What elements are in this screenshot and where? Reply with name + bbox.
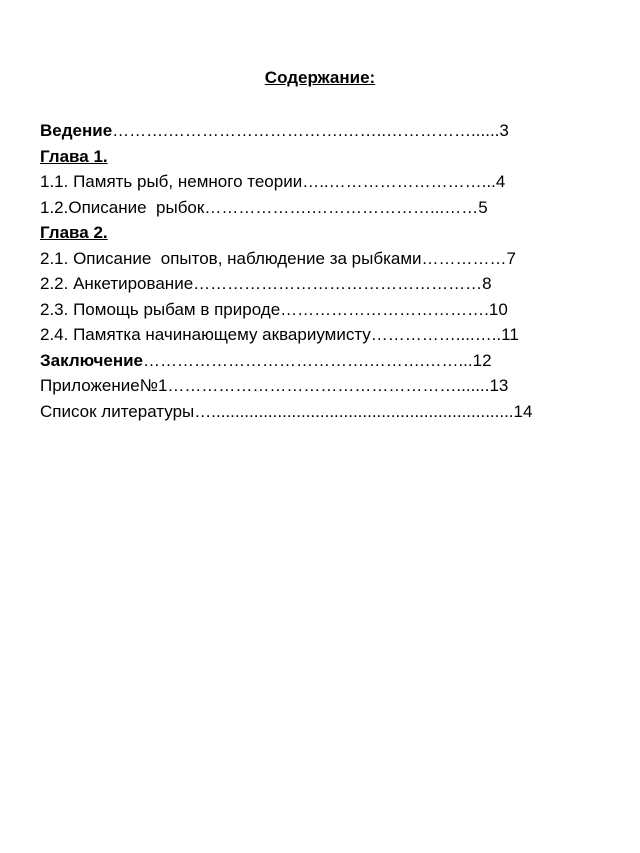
toc-entry-2-2 bbox=[40, 271, 620, 297]
toc-entry-page: 4 bbox=[495, 172, 506, 191]
table-of-contents bbox=[40, 118, 620, 424]
toc-entry-dots: ……………………………………………....... bbox=[167, 376, 490, 395]
toc-entry-dots: ……….………………………….……..……………...... bbox=[112, 121, 500, 140]
toc-entry-page: 8 bbox=[482, 274, 492, 293]
chapter-heading: Глава 1. bbox=[40, 146, 108, 166]
toc-chapter-2 bbox=[40, 220, 620, 246]
toc-entry-label: 1.1. Память рыб, немного теории bbox=[40, 172, 303, 191]
toc-entry-label: 2.2. Анкетирование bbox=[40, 274, 194, 293]
toc-entry-page: 14 bbox=[513, 401, 533, 421]
toc-entry-page: 12 bbox=[472, 350, 492, 370]
toc-entry-dots: ……………....….. bbox=[370, 325, 502, 344]
toc-entry-dots: ……………….…………………...…… bbox=[204, 197, 479, 217]
toc-entry-dots: ………………………………….……….……... bbox=[143, 350, 473, 370]
toc-entry-conclusion bbox=[40, 348, 620, 374]
toc-entry-label: 2.1. Описание опытов, наблюдение за рыбками bbox=[40, 248, 422, 268]
toc-entry-1-2 bbox=[40, 195, 620, 221]
toc-entry-page: 11 bbox=[501, 325, 519, 344]
toc-entry-label: 1.2.Описание рыбок bbox=[40, 197, 205, 217]
toc-entry-page: 7 bbox=[506, 248, 516, 268]
toc-entry-2-3 bbox=[40, 297, 620, 323]
toc-entry-references bbox=[40, 399, 620, 425]
toc-entry-2-1 bbox=[40, 246, 620, 272]
toc-entry-1-1 bbox=[40, 169, 620, 195]
toc-entry-dots: …………………………………………… bbox=[193, 274, 483, 293]
toc-entry-appendix bbox=[40, 373, 620, 399]
page-title bbox=[0, 68, 640, 88]
toc-entry-label: 2.4. Памятка начинающему аквариумисту bbox=[40, 325, 371, 344]
title-text: Содержание: bbox=[264, 68, 376, 87]
toc-entry-dots: ………………………………. bbox=[280, 299, 489, 319]
chapter-heading: Глава 2. bbox=[40, 223, 108, 242]
toc-entry-introduction bbox=[40, 118, 620, 144]
toc-entry-label: Ведение bbox=[40, 121, 113, 140]
toc-chapter-1 bbox=[40, 144, 620, 170]
toc-entry-label: Приложение№1 bbox=[40, 376, 168, 395]
toc-entry-dots: …..………………………... bbox=[302, 172, 496, 191]
toc-entry-page: 10 bbox=[488, 299, 508, 319]
toc-entry-label: Список литературы bbox=[40, 401, 195, 421]
toc-entry-label: Заключение bbox=[40, 350, 143, 370]
toc-entry-page: 3 bbox=[499, 121, 509, 140]
toc-entry-page: 13 bbox=[489, 376, 509, 395]
toc-entry-page: 5 bbox=[478, 197, 488, 217]
toc-entry-dots: …................................................................ bbox=[194, 401, 514, 421]
toc-entry-label: 2.3. Помощь рыбам в природе bbox=[40, 299, 281, 319]
toc-entry-2-4 bbox=[40, 322, 620, 348]
toc-entry-dots: …………… bbox=[421, 248, 507, 268]
